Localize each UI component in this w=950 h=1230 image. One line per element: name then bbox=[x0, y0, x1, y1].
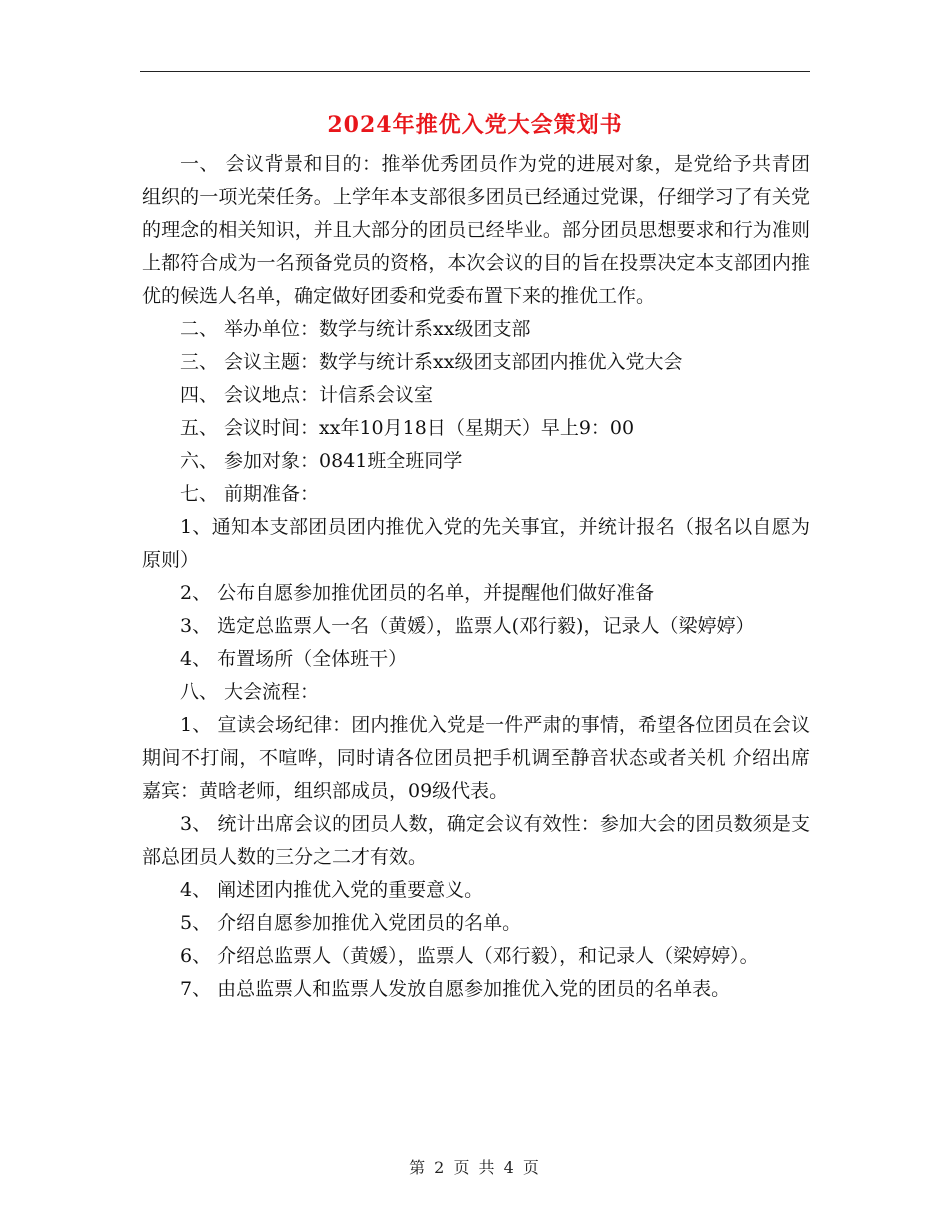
paragraph-process-heading: 八、 大会流程： bbox=[180, 681, 320, 703]
paragraph-participants: 六、 参加对象：0841班全班同学 bbox=[180, 450, 463, 472]
paragraph-process-item-6: 6、 介绍总监票人（黄媛），监票人（邓行毅），和记录人（梁婷婷）。 bbox=[180, 945, 759, 967]
header-rule bbox=[140, 71, 810, 72]
document-body bbox=[142, 148, 810, 1006]
paragraph-process-item-5: 5、 介绍自愿参加推优入党团员的名单。 bbox=[180, 912, 522, 934]
page-number-footer: 第 2 页 共 4 页 bbox=[409, 1158, 541, 1177]
paragraph-process-item-4: 4、 阐述团内推优入党的重要意义。 bbox=[180, 879, 484, 901]
paragraph-theme: 三、 会议主题：数学与统计系xx级团支部团内推优入党大会 bbox=[180, 351, 683, 373]
paragraph-process-item-1: 1、 宣读会场纪律：团内推优入党是一件严肃的事情，希望各位团员在会议期间不打闹，不喧哗，同时请各位团员把手机调至静音状态或者关机 介绍出席嘉宾：黄晗老师，组织部成员，09级代表。 bbox=[142, 714, 810, 802]
paragraph-prep-item-3: 3、 选定总监票人一名（黄媛），监票人(邓行毅)，记录人（梁婷婷） bbox=[180, 615, 755, 637]
paragraph-time: 五、 会议时间：xx年10月18日（星期天）早上9：00 bbox=[180, 417, 635, 439]
paragraph-prep-item-4: 4、 布置场所（全体班干） bbox=[180, 648, 408, 670]
paragraph-location: 四、 会议地点：计信系会议室 bbox=[180, 384, 434, 406]
paragraph-prep-item-2: 2、 公布自愿参加推优团员的名单，并提醒他们做好准备 bbox=[180, 582, 655, 604]
paragraph-organizer: 二、 举办单位：数学与统计系xx级团支部 bbox=[180, 318, 531, 340]
paragraph-background: 一、 会议背景和目的：推举优秀团员作为党的进展对象，是党给予共青团组织的一项光荣任务。上学年本支部很多团员已经通过党课，仔细学习了有关党的理念的相关知识，并且大部分的团员已经毕业。部分团员思想要求和行为准则上都符合成为一名预备党员的资格，本次会议的目的旨在投票决定本支部团内推优的候选人名单，确定做好团委和党委布置下来的推优工作。 bbox=[142, 153, 810, 307]
paragraph-prep-item-1: 1、通知本支部团员团内推优入党的先关事宜，并统计报名（报名以自愿为原则） bbox=[142, 516, 810, 571]
paragraph-process-item-7: 7、 由总监票人和监票人发放自愿参加推优入党的团员的名单表。 bbox=[180, 978, 731, 1000]
paragraph-preparation-heading: 七、 前期准备： bbox=[180, 483, 320, 505]
paragraph-process-item-3: 3、 统计出席会议的团员人数，确定会议有效性：参加大会的团员数须是支部总团员人数的三分之二才有效。 bbox=[142, 813, 810, 868]
document-title: 2024年推优入党大会策划书 bbox=[327, 112, 623, 138]
